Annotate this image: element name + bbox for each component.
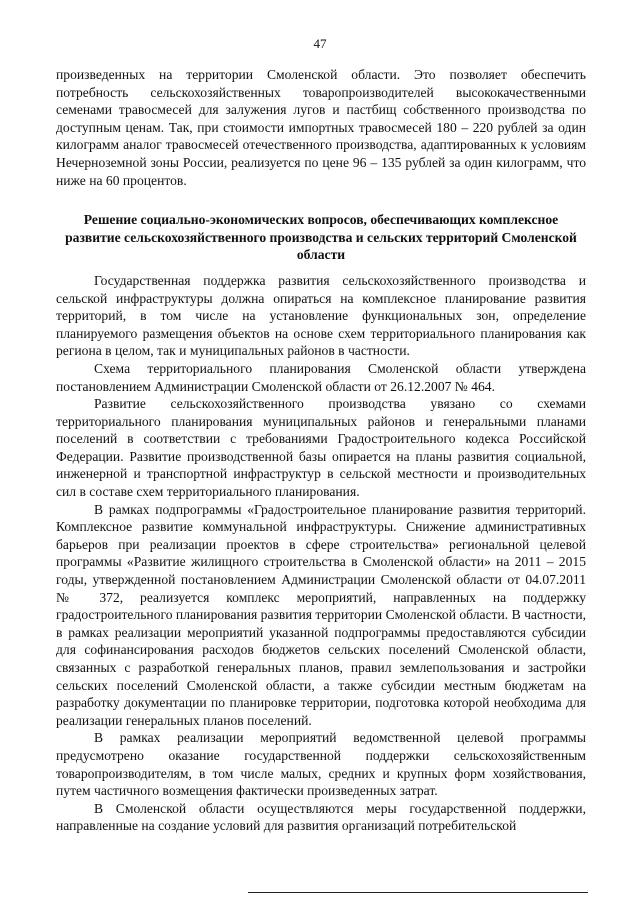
paragraph-agricultural-development: Развитие сельскохозяйственного производства увязано со схемами территориального планирования муниципальных районов и генеральными планами поселений в соответствии с требованиями Градостроительного кодекса Российской Федерации. Развитие производственной базы опирается на планы развития социальной, инженерной и транспортной инфраструктур в сельской местности и производительных сил в составе схем территориального планирования. (56, 396, 586, 500)
paragraph-consumer-cooperation: В Смоленской области осуществляются меры государственной поддержки, направленные на создание условий для развития организаций потребительской (56, 800, 586, 834)
paragraph-state-support: Государственная поддержка развития сельскохозяйственного производства и сельской инфраструктуры должна опираться на комплексное планирование развития территорий, в том числе на установление функциональных зон, определение планируемого размещения объектов на основе схем территориального планирования как региона в целом, так и муниципальных районов в частности. (56, 272, 586, 359)
footer-rule (248, 892, 588, 893)
page-body (56, 66, 586, 835)
paragraph-subprogram: В рамках подпрограммы «Градостроительное планирование развития территорий. Комплексное развитие коммунальной инфраструктуры. Снижение административных барьеров при реализации проектов в сфере строительства» региональной целевой программы «Развитие жилищного строительства в Смоленской области» на 2011 – 2015 годы, утвержденной постановлением Администрации Смоленской области от 04.07.2011 № 372, реализуется комплекс мероприятий, направленных на поддержку градостроительного планирования развития территории Смоленской области. В частности, в рамках реализации мероприятий указанной подпрограммы предоставляются субсидии для софинансирования расходов бюджетов сельских поселений Смоленской области, связанных с разработкой генеральных планов, правил землепользования и застройки сельских поселений Смоленской области, а также субсидии местным бюджетам на разработку документации по планировке территории, подготовка которой необходима для реализации генеральных планов поселений. (56, 501, 586, 728)
page-number: 47 (313, 36, 327, 51)
paragraph-territorial-scheme: Схема территориального планирования Смоленской области утверждена постановлением Администрации Смоленской области от 26.12.2007 № 464. (56, 360, 586, 394)
paragraph-departmental-program: В рамках реализации мероприятий ведомственной целевой программы предусмотрено оказание государственной поддержки сельскохозяйственным товаропроизводителям, в том числе малых, средних и крупных форм хозяйствования, путем частичного возмещения фактически произведенных затрат. (56, 730, 586, 799)
section-heading: Решение социально-экономических вопросов, обеспечивающих комплексное развитие сельскохозяйственного производства и сельских территорий Смоленской области (65, 212, 577, 263)
intro-paragraph: произведенных на территории Смоленской области. Это позволяет обеспечить потребность сельскохозяйственных товаропроизводителей высококачественными семенами травосмесей для залужения лугов и пастбищ собственного производства по доступным ценам. Так, при стоимости импортных травосмесей 180 – 220 рублей за один килограмм аналог травосмесей отечественного производства, адаптированных к условиям Нечерноземной зоны России, реализуется по цене 96 – 135 рублей за один килограмм, что ниже на 60 процентов. (56, 67, 586, 188)
